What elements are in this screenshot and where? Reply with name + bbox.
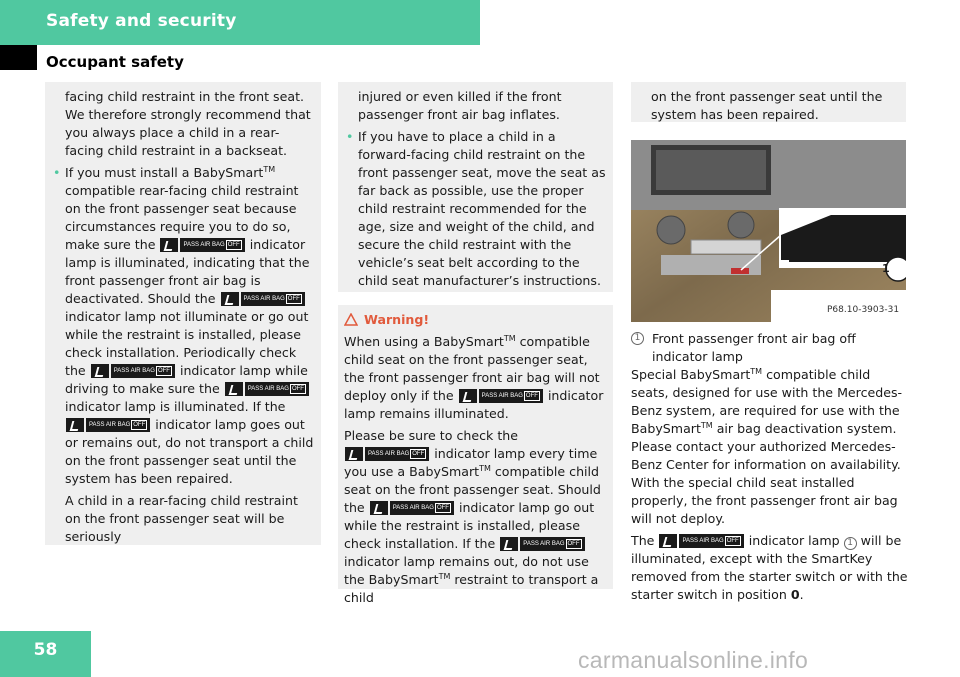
column-2-panel: [338, 82, 613, 292]
text: compatible rear-facing child restraint on the front passenger seat because circumstances require you to do so, make sure the: [65, 183, 299, 252]
watermark-text: carmanualsonline.info: [578, 647, 809, 673]
column-3-body: [631, 330, 911, 608]
airbag-indicator-icon: PASS AIR BAG OFF: [500, 534, 584, 552]
airbag-indicator-icon: PASS AIR BAG OFF: [345, 444, 429, 462]
airbag-indicator-icon: PASS AIR BAG OFF: [370, 498, 454, 516]
trademark: TM: [263, 164, 276, 174]
airbag-indicator-icon: PASS AIR BAG OFF: [659, 531, 743, 549]
text: If you must install a BabySmart: [65, 165, 264, 180]
section-title: Safety and security: [46, 11, 237, 31]
starter-position: 0: [790, 587, 800, 602]
dashboard-illustration: [631, 140, 906, 322]
legend-number-ref: 1: [844, 537, 857, 550]
airbag-indicator-icon: PASS AIR BAG OFF: [225, 379, 309, 397]
warning-panel: [338, 305, 613, 605]
text: indicator lamp while driving to make sure the: [65, 363, 308, 396]
photo-legend: [631, 330, 911, 366]
column-1-panel: [45, 82, 321, 545]
legend-text: Front passenger front air bag off indicator lamp: [652, 331, 856, 364]
photo-code: P68.10-3903-31: [827, 305, 900, 315]
text: indicator lamp is illuminated, indicating that the front passenger front air bag is deactivated. Should the: [65, 237, 310, 306]
dashboard-photo: [631, 140, 906, 322]
text: indicator lamp goes out or remains out, do not transport a child on the front passenger seat until the system has been repaired.: [65, 417, 314, 486]
column-3-panel: [631, 82, 906, 122]
warning-paragraph: Please be sure to check the PASS AIR BAG OFF indicator lamp every time you use a BabySmart™ compatible child seat on the front passenger seat. Should the PASS AIR BAG OFF indicator lamp go out while the restraint is installed, please check installation. If the PASS AIR BAG OFF indicator lamp remains out, do not use the BabySmart™ restraint to transport a child: [344, 428, 601, 605]
paragraph: injured or even killed if the front passenger front air bag inflates.: [358, 89, 562, 122]
airbag-indicator-icon: PASS AIR BAG OFF: [221, 289, 305, 307]
callout-number: 1: [882, 262, 890, 275]
page-number: 58: [33, 640, 58, 660]
paragraph: facing child restraint in the front seat. We therefore strongly recommend that you always place a child in a rear-facing child restraint in a backseat.: [65, 89, 311, 158]
paragraph: on the front passenger seat until the system has been repaired.: [651, 89, 883, 122]
text: indicator lamp is illuminated. If the: [65, 399, 286, 414]
bullet-item: • If you have to place a child in a forward-facing child restraint on the front passenger seat, move the seat as far back as possible, use the proper child restraint recommended for the age, size and weight of the child, and secure the child restraint with the vehicle’s seat belt according to the child seat manufacturer’s instructions.: [358, 128, 607, 290]
airbag-indicator-icon: PASS AIR BAG OFF: [91, 361, 175, 379]
paragraph: The PASS AIR BAG OFF indicator lamp 1 will be illuminated, except with the SmartKey removed from the starter switch or with the starter switch in position 0.: [631, 533, 908, 602]
warning-paragraph: When using a BabySmart™ compatible child seat on the front passenger seat, the front passenger front air bag will not deploy only if the PASS AIR BAG OFF indicator lamp remains illuminated.: [344, 333, 604, 421]
bullet-item: [65, 164, 315, 488]
subsection-title: Occupant safety: [46, 53, 184, 71]
warning-triangle-icon: [344, 313, 358, 326]
paragraph: Special BabySmart™ compatible child seats, designed for use with the Mercedes-Benz system, are required for use with the BabySmart™ air bag deactivation system. Please contact your authorized Mercedes-Benz Center for information on availability. With the special child seat installed properly, the front passenger front air bag will not deploy.: [631, 366, 903, 526]
subsection-marker: [0, 45, 37, 70]
airbag-indicator-icon: PASS AIR BAG OFF: [66, 415, 150, 433]
airbag-indicator-icon: PASS AIR BAG OFF: [459, 386, 543, 404]
paragraph: A child in a rear-facing child restraint on the front passenger seat will be seriously: [65, 493, 298, 544]
text: indicator lamp not illuminate or go out while the restraint is installed, please check installation. Periodically check the: [65, 309, 309, 378]
legend-number: 1: [631, 332, 644, 345]
airbag-indicator-icon: PASS AIR BAG OFF: [160, 235, 244, 253]
warning-heading: Warning!: [344, 311, 607, 329]
